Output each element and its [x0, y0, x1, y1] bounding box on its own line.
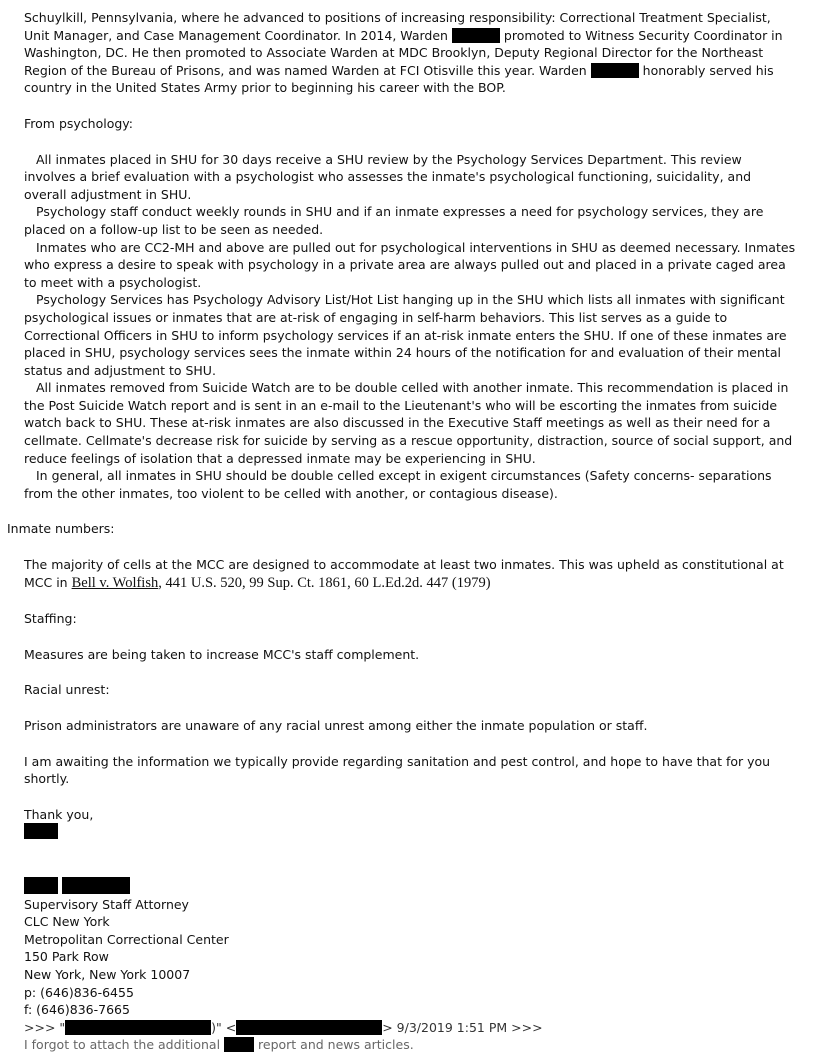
psychology-paragraph: Inmates who are CC2-MH and above are pulled out for psychological interventions in SHU as deemed necessary. Inmates who express a desire to speak with psychology in a private area are always pulled out and placed in a private caged area to meet with a psychologist. — [24, 239, 796, 290]
signature-street: 150 Park Row — [24, 949, 109, 965]
forward-text-1: I forgot to attach the additional — [24, 1037, 225, 1053]
psychology-paragraph: All inmates removed from Suicide Watch are to be double celled with another inmate. This recommendation is placed in the Post Suicide Watch report and is sent in an e-mail to the Lieutenant's who will be escorting the inmates from suicide watch back to SHU. These at-risk inmates are also discussed in the Executive Staff meetings as well as their need for a cellmate. Cellmate's decrease risk for suicide by serving as a rescue opportunity, distraction, source of social support, and reduce feelings of isolation that a depressed inmate may be experiencing in SHU. — [24, 380, 793, 466]
bio-paragraph — [24, 9, 796, 97]
forward-prefix: >>> " — [24, 1019, 66, 1035]
document-page — [7, 9, 796, 1054]
staffing-heading: Staffing: — [24, 611, 77, 627]
bio-text-1: Schuylkill, Pennsylvania, where he advanced to positions of increasing responsibility: Correctional Treatment Specialist, Unit Manager, and Case Management Coordinator. In 2014, Warden — [24, 10, 771, 43]
case-citation: , 441 U.S. 520, 99 Sup. Ct. 1861, 60 L.Ed.2d. 447 (1979) — [158, 574, 491, 591]
inmate-numbers-heading: Inmate numbers: — [7, 521, 115, 537]
psychology-heading: From psychology: — [24, 115, 133, 131]
awaiting-text: I am awaiting the information we typically provide regarding sanitation and pest control, and hope to have that for you shortly. — [24, 753, 771, 787]
psychology-paragraph: Psychology staff conduct weekly rounds in SHU and if an inmate expresses a need for psychology services, they are placed on a follow-up list to be seen as needed. — [24, 204, 764, 237]
signature-name-redaction — [24, 877, 796, 896]
sender-name-redaction — [24, 823, 796, 841]
forward-text-2: report and news articles. — [254, 1037, 414, 1053]
redaction-box — [24, 823, 58, 839]
thanks-text: Thank you, — [24, 806, 94, 822]
psychology-paragraph: Psychology Services has Psychology Advisory List/Hot List hanging up in the SHU which lists all inmates with significant psychological issues or inmates that are at-risk of engaging in self-harm behaviors. This list serves as a guide to Correctional Officers in SHU to inform psychology services if an at-risk inmate enters the SHU. If one of these inmates are placed in SHU, psychology services sees the inmate within 24 hours of the notification for and evaluation of their mental status and adjustment to SHU. — [24, 292, 787, 378]
redaction-box — [62, 877, 130, 894]
staffing-text: Measures are being taken to increase MCC's staff complement. — [24, 646, 420, 662]
inmate-numbers-text: The majority of cells at the MCC are designed to accommodate at least two inmates. This was upheld as constitutional at MCC in — [24, 557, 784, 590]
redaction-box — [65, 1020, 211, 1035]
bio-text-2: promoted to Witness Security Coordinator in Washington, DC. He then promoted to Associate Warden at MDC Brooklyn, Deputy Regional Director for the Northeast Region of the Bureau of Prisons, and was named Warden at FCI Otisville this year. Warden — [24, 27, 783, 78]
forward-mid: )" < — [211, 1019, 237, 1035]
redaction-box — [236, 1020, 382, 1035]
forward-date: > 9/3/2019 1:51 PM >>> — [382, 1019, 543, 1035]
redaction-box — [24, 877, 58, 894]
redaction-box — [591, 63, 639, 78]
psychology-paragraph: In general, all inmates in SHU should be double celled except in exigent circumstances (Safety concerns- separations from the other inmates, too violent to be celled with another, or contagious disease). — [24, 468, 772, 501]
racial-heading: Racial unrest: — [24, 682, 110, 698]
signature-facility: Metropolitan Correctional Center — [24, 931, 229, 947]
racial-text: Prison administrators are unaware of any racial unrest among either the inmate population or staff. — [24, 718, 648, 733]
signature-block — [24, 896, 796, 1019]
inmate-numbers-paragraph — [24, 556, 796, 592]
signature-city: New York, New York 10007 — [24, 966, 191, 982]
signature-office: CLC New York — [24, 914, 110, 930]
psychology-paragraph: All inmates placed in SHU for 30 days receive a SHU review by the Psychology Services Department. This review involves a brief evaluation with a psychologist who assesses the inmate's psychological functioning, suicidality, and overall adjustment in SHU. — [24, 151, 752, 202]
case-name: Bell v. Wolfish — [71, 574, 159, 591]
signature-fax: f: (646)836-7665 — [24, 1002, 130, 1018]
redaction-box — [224, 1037, 254, 1052]
forward-header — [24, 1019, 796, 1037]
signature-phone: p: (646)836-6455 — [24, 984, 134, 1000]
redaction-box — [452, 28, 500, 43]
forward-body — [24, 1036, 796, 1054]
signature-title: Supervisory Staff Attorney — [24, 896, 189, 912]
bio-text-3: honorably served his country in the United States Army prior to beginning his career with the BOP. — [24, 62, 774, 96]
